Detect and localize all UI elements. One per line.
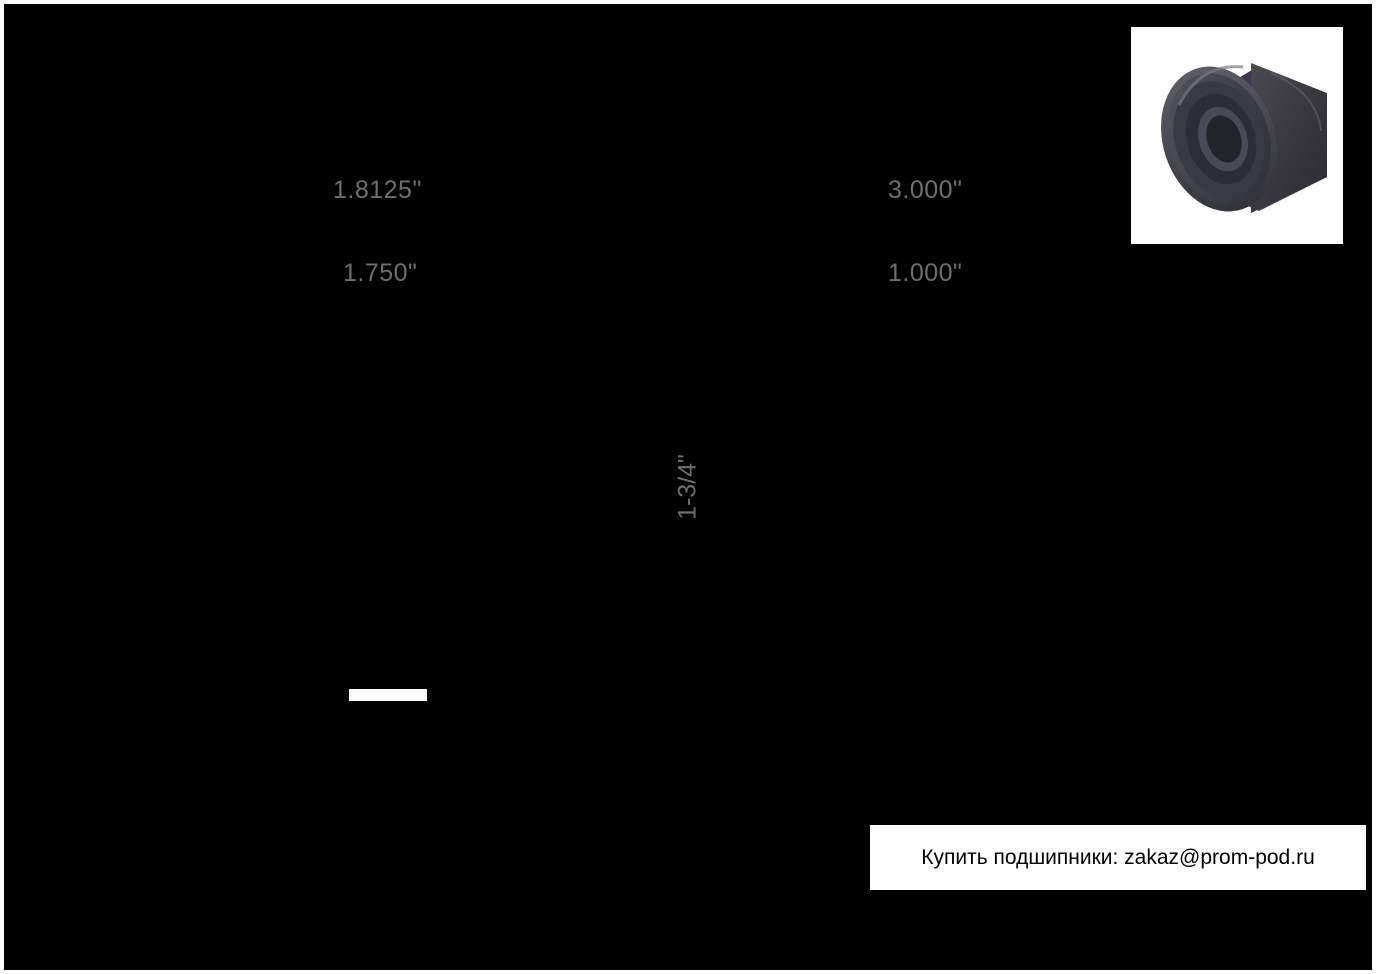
dimension-label-outer-diameter-secondary: 1.750" bbox=[343, 259, 418, 287]
bearing-illustration bbox=[1131, 27, 1343, 244]
dimension-label-width-secondary: 1.000" bbox=[888, 259, 963, 287]
drawing-section-marker bbox=[349, 689, 427, 701]
promo-banner[interactable] bbox=[870, 825, 1366, 890]
product-photo bbox=[1131, 27, 1343, 244]
promo-banner-text: Купить подшипники: zakaz@prom-pod.ru bbox=[921, 845, 1315, 869]
dimension-label-outer-diameter-decimal: 1.8125" bbox=[333, 176, 422, 204]
dimension-label-width-decimal: 3.000" bbox=[888, 176, 963, 204]
dimension-label-bore-fractional-text: 1-3/4" bbox=[673, 454, 702, 520]
